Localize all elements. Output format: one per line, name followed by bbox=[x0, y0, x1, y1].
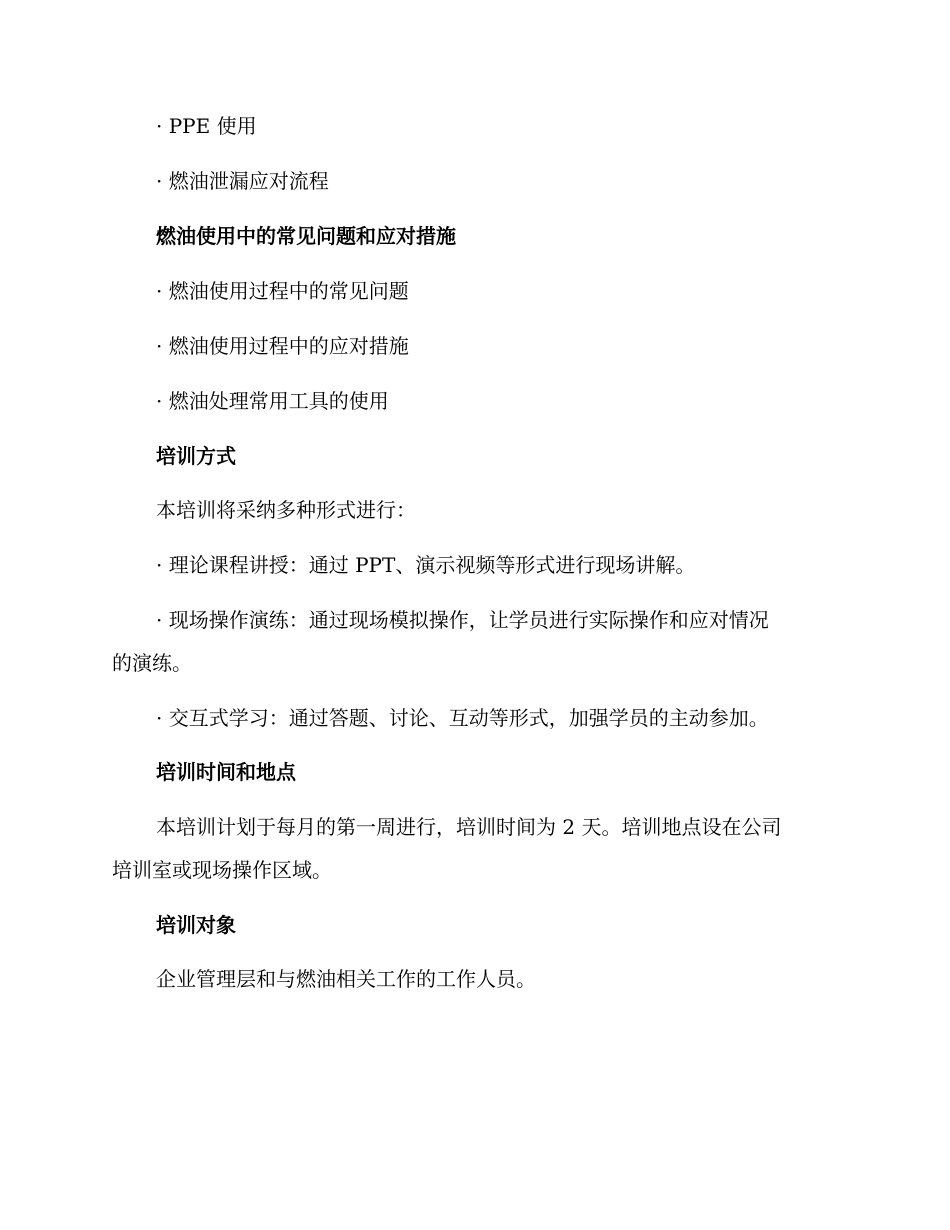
bullet-ppe: · PPE 使用 bbox=[156, 114, 257, 138]
heading-common-issues: 燃油使用中的常见问题和应对措施 bbox=[156, 224, 456, 248]
bullet-common-issues: · 燃油使用过程中的常见问题 bbox=[156, 279, 409, 303]
time-place-line2: 培训室或现场操作区域。 bbox=[112, 858, 332, 882]
audience-text: 企业管理层和与燃油相关工作的工作人员。 bbox=[156, 967, 536, 991]
bullet-interactive: · 交互式学习：通过答题、讨论、互动等形式，加强学员的主动参加。 bbox=[156, 706, 769, 730]
bullet-tools: · 燃油处理常用工具的使用 bbox=[156, 389, 389, 413]
bullet-measures: · 燃油使用过程中的应对措施 bbox=[156, 334, 409, 358]
bullet-practice-line1: · 现场操作演练：通过现场模拟操作，让学员进行实际操作和应对情况 bbox=[156, 608, 769, 632]
time-place-line1: 本培训计划于每月的第一周进行，培训时间为 2 天。培训地点设在公司 bbox=[156, 815, 782, 839]
heading-training-method: 培训方式 bbox=[156, 444, 236, 468]
heading-audience: 培训对象 bbox=[156, 913, 236, 937]
heading-time-place: 培训时间和地点 bbox=[156, 760, 296, 784]
bullet-theory: · 理论课程讲授：通过 PPT、演示视频等形式进行现场讲解。 bbox=[156, 553, 696, 577]
method-intro: 本培训将采纳多种形式进行： bbox=[156, 498, 416, 522]
bullet-spill-procedure: · 燃油泄漏应对流程 bbox=[156, 169, 329, 193]
bullet-practice-line2: 的演练。 bbox=[112, 651, 192, 675]
